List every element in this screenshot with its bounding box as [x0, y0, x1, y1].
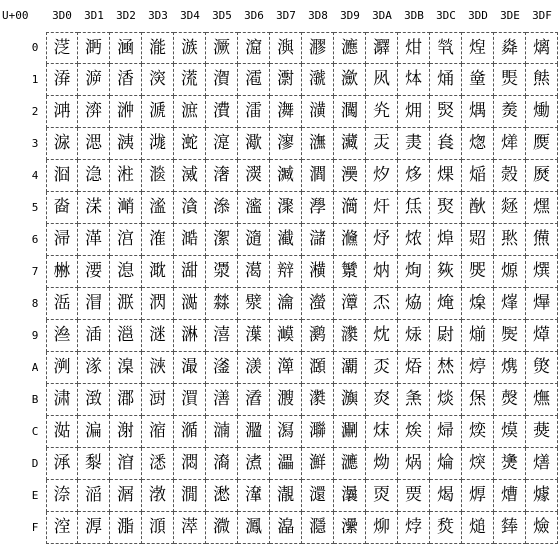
glyph-cell-u3ddc: 㷜	[462, 416, 494, 448]
glyph-cell-u3d1f: 㴟	[78, 512, 110, 544]
glyph-cell-u3d11: 㴑	[78, 64, 110, 96]
glyph-cell-u3daf: 㶯	[366, 512, 398, 544]
glyph-cell-u3d3f: 㴿	[142, 512, 174, 544]
glyph-cell-u3d3e: 㴾	[142, 480, 174, 512]
glyph-cell-u3d6a: 㵪	[238, 352, 270, 384]
column-header-3d4: 3D4	[180, 9, 200, 22]
glyph-cell-u3d26: 㴦	[110, 224, 142, 256]
glyph-cell-u3dba: 㶺	[398, 352, 430, 384]
glyph-cell-u3d08: 㴈	[46, 288, 78, 320]
glyph-cell-u3d20: 㴠	[110, 32, 142, 64]
glyph-cell-u3d4b: 㵋	[174, 384, 206, 416]
glyph-cell-u3dcf: 㷏	[430, 512, 462, 544]
glyph-cell-u3d18: 㴘	[78, 288, 110, 320]
glyph-cell-u3dbd: 㶽	[398, 448, 430, 480]
glyph-cell-u3db5: 㶵	[398, 192, 430, 224]
column-header-3dc: 3DC	[436, 9, 456, 22]
glyph-cell-u3dd2: 㷒	[462, 96, 494, 128]
glyph-cell-u3d8d: 㶍	[302, 448, 334, 480]
glyph-cell-u3d22: 㴢	[110, 96, 142, 128]
glyph-cell-u3de3: 㷣	[494, 128, 526, 160]
glyph-cell-u3d7d: 㵽	[270, 448, 302, 480]
glyph-cell-u3dae: 㶮	[366, 480, 398, 512]
glyph-cell-u3d9b: 㶛	[334, 384, 366, 416]
glyph-cell-u3d47: 㵇	[174, 256, 206, 288]
glyph-cell-u3dd3: 㷓	[462, 128, 494, 160]
glyph-cell-u3d9c: 㶜	[334, 416, 366, 448]
glyph-cell-u3de0: 㷠	[494, 32, 526, 64]
row-header-b: B	[31, 393, 39, 406]
glyph-cell-u3d09: 㴉	[46, 320, 78, 352]
glyph-cell-u3db7: 㶷	[398, 256, 430, 288]
glyph-cell-u3d13: 㴓	[78, 128, 110, 160]
row-header-9: 9	[31, 329, 39, 342]
glyph-cell-u3d4f: 㵏	[174, 512, 206, 544]
glyph-cell-u3d1d: 㴝	[78, 448, 110, 480]
glyph-cell-u3dd9: 㷙	[462, 320, 494, 352]
glyph-cell-u3d07: 㴇	[46, 256, 78, 288]
glyph-cell-u3d0c: 㴌	[46, 416, 78, 448]
glyph-cell-u3df1: 㷱	[526, 64, 558, 96]
glyph-cell-u3dd5: 㷕	[462, 192, 494, 224]
glyph-cell-u3d2b: 㴫	[110, 384, 142, 416]
glyph-cell-u3d8f: 㶏	[302, 512, 334, 544]
row-header-7: 7	[31, 265, 39, 278]
row-header-6: 6	[31, 233, 39, 246]
glyph-cell-u3d43: 㵃	[174, 128, 206, 160]
glyph-cell-u3d1e: 㴞	[78, 480, 110, 512]
glyph-cell-u3dde: 㷞	[462, 480, 494, 512]
glyph-cell-u3d63: 㵣	[238, 128, 270, 160]
glyph-cell-u3dc2: 㷂	[430, 96, 462, 128]
glyph-cell-u3dbc: 㶼	[398, 416, 430, 448]
column-header-3d2: 3D2	[116, 9, 136, 22]
glyph-cell-u3d2c: 㴬	[110, 416, 142, 448]
glyph-cell-u3d80: 㶀	[302, 32, 334, 64]
glyph-cell-u3de9: 㷩	[494, 320, 526, 352]
glyph-cell-u3d41: 㵁	[174, 64, 206, 96]
glyph-cell-u3d9a: 㶚	[334, 352, 366, 384]
row-header-e: E	[31, 489, 39, 502]
glyph-cell-u3d1c: 㴜	[78, 416, 110, 448]
glyph-cell-u3d75: 㵵	[270, 192, 302, 224]
glyph-cell-u3d45: 㵅	[174, 192, 206, 224]
glyph-cell-u3db3: 㶳	[398, 128, 430, 160]
glyph-cell-u3d4a: 㵊	[174, 352, 206, 384]
glyph-cell-u3dc8: 㷈	[430, 288, 462, 320]
glyph-cell-u3d01: 㴁	[46, 64, 78, 96]
glyph-cell-u3d9d: 㶝	[334, 448, 366, 480]
glyph-cell-u3d37: 㴷	[142, 256, 174, 288]
glyph-cell-u3ddf: 㷟	[462, 512, 494, 544]
glyph-cell-u3db6: 㶶	[398, 224, 430, 256]
glyph-cell-u3d88: 㶈	[302, 288, 334, 320]
glyph-cell-u3d83: 㶃	[302, 128, 334, 160]
glyph-cell-u3dac: 㶬	[366, 416, 398, 448]
glyph-cell-u3d3b: 㴻	[142, 384, 174, 416]
glyph-cell-u3d8e: 㶎	[302, 480, 334, 512]
glyph-cell-u3dcb: 㷋	[430, 384, 462, 416]
glyph-cell-u3dca: 㷊	[430, 352, 462, 384]
glyph-cell-u3d3d: 㴽	[142, 448, 174, 480]
glyph-cell-u3d76: 㵶	[270, 224, 302, 256]
glyph-cell-u3dd4: 㷔	[462, 160, 494, 192]
glyph-cell-u3da5: 㶥	[366, 192, 398, 224]
glyph-cell-u3df5: 㷵	[526, 192, 558, 224]
glyph-cell-u3d0f: 㴏	[46, 512, 78, 544]
glyph-cell-u3d7f: 㵿	[270, 512, 302, 544]
glyph-cell-u3db2: 㶲	[398, 96, 430, 128]
glyph-cell-u3d94: 㶔	[334, 160, 366, 192]
glyph-cell-u3d82: 㶂	[302, 96, 334, 128]
glyph-cell-u3de7: 㷧	[494, 256, 526, 288]
glyph-cell-u3d5e: 㵞	[206, 480, 238, 512]
glyph-cell-u3da2: 㶢	[366, 96, 398, 128]
glyph-cell-u3dd1: 㷑	[462, 64, 494, 96]
glyph-cell-u3d56: 㵖	[206, 224, 238, 256]
glyph-cell-u3d5b: 㵛	[206, 384, 238, 416]
glyph-cell-u3d1b: 㴛	[78, 384, 110, 416]
glyph-cell-u3d2d: 㴭	[110, 448, 142, 480]
glyph-cell-u3d5f: 㵟	[206, 512, 238, 544]
glyph-cell-u3d38: 㴸	[142, 288, 174, 320]
glyph-cell-u3d2e: 㴮	[110, 480, 142, 512]
glyph-cell-u3d8c: 㶌	[302, 416, 334, 448]
glyph-cell-u3de6: 㷦	[494, 224, 526, 256]
glyph-cell-u3d28: 㴨	[110, 288, 142, 320]
glyph-cell-u3d6e: 㵮	[238, 480, 270, 512]
glyph-cell-u3dd6: 㷖	[462, 224, 494, 256]
corner-label: U+00	[2, 9, 29, 22]
glyph-cell-u3de8: 㷨	[494, 288, 526, 320]
glyph-cell-u3d84: 㶄	[302, 160, 334, 192]
glyph-cell-u3d05: 㴅	[46, 192, 78, 224]
glyph-cell-u3db4: 㶴	[398, 160, 430, 192]
glyph-cell-u3d62: 㵢	[238, 96, 270, 128]
glyph-cell-u3d5d: 㵝	[206, 448, 238, 480]
glyph-cell-u3ddb: 㷛	[462, 384, 494, 416]
glyph-cell-u3df0: 㷰	[526, 32, 558, 64]
glyph-cell-u3d92: 㶒	[334, 96, 366, 128]
glyph-cell-u3d73: 㵳	[270, 128, 302, 160]
glyph-cell-u3d70: 㵰	[270, 32, 302, 64]
glyph-cell-u3df7: 㷷	[526, 256, 558, 288]
column-header-3d1: 3D1	[84, 9, 104, 22]
glyph-cell-u3d5a: 㵚	[206, 352, 238, 384]
glyph-cell-u3df2: 㷲	[526, 96, 558, 128]
glyph-cell-u3d5c: 㵜	[206, 416, 238, 448]
glyph-cell-u3d42: 㵂	[174, 96, 206, 128]
glyph-cell-u3d58: 㵘	[206, 288, 238, 320]
glyph-cell-u3d12: 㴒	[78, 96, 110, 128]
glyph-cell-u3da1: 㶡	[366, 64, 398, 96]
glyph-cell-u3df9: 㷹	[526, 320, 558, 352]
glyph-cell-u3d8a: 㶊	[302, 352, 334, 384]
glyph-cell-u3da8: 㶨	[366, 288, 398, 320]
glyph-cell-u3d02: 㴂	[46, 96, 78, 128]
glyph-cell-u3d98: 㶘	[334, 288, 366, 320]
glyph-cell-u3d97: 㶗	[334, 256, 366, 288]
glyph-cell-u3d67: 㵧	[238, 256, 270, 288]
glyph-cell-u3d17: 㴗	[78, 256, 110, 288]
glyph-cell-u3d53: 㵓	[206, 128, 238, 160]
glyph-cell-u3dc3: 㷃	[430, 128, 462, 160]
column-header-3d5: 3D5	[212, 9, 232, 22]
glyph-cell-u3df8: 㷸	[526, 288, 558, 320]
column-header-3d7: 3D7	[276, 9, 296, 22]
glyph-cell-u3d77: 㵷	[270, 256, 302, 288]
column-header-3db: 3DB	[404, 9, 424, 22]
glyph-cell-u3d14: 㴔	[78, 160, 110, 192]
glyph-cell-u3d34: 㴴	[142, 160, 174, 192]
glyph-cell-u3d06: 㴆	[46, 224, 78, 256]
glyph-cell-u3dc1: 㷁	[430, 64, 462, 96]
glyph-cell-u3dd0: 㷐	[462, 32, 494, 64]
glyph-cell-u3d46: 㵆	[174, 224, 206, 256]
glyph-cell-u3dbf: 㶿	[398, 512, 430, 544]
glyph-cell-u3dfe: 㷾	[526, 480, 558, 512]
glyph-cell-u3d95: 㶕	[334, 192, 366, 224]
glyph-cell-u3d04: 㴄	[46, 160, 78, 192]
glyph-cell-u3d91: 㶑	[334, 64, 366, 96]
glyph-cell-u3d4e: 㵎	[174, 480, 206, 512]
glyph-cell-u3dcc: 㷌	[430, 416, 462, 448]
glyph-cell-u3dbb: 㶻	[398, 384, 430, 416]
glyph-cell-u3d66: 㵦	[238, 224, 270, 256]
glyph-cell-u3d51: 㵑	[206, 64, 238, 96]
glyph-cell-u3d29: 㴩	[110, 320, 142, 352]
glyph-cell-u3d68: 㵨	[238, 288, 270, 320]
glyph-cell-u3db0: 㶰	[398, 32, 430, 64]
glyph-cell-u3db9: 㶹	[398, 320, 430, 352]
glyph-cell-u3df6: 㷶	[526, 224, 558, 256]
glyph-cell-u3d44: 㵄	[174, 160, 206, 192]
glyph-cell-u3dfa: 㷺	[526, 352, 558, 384]
glyph-cell-u3d4d: 㵍	[174, 448, 206, 480]
row-header-8: 8	[31, 297, 39, 310]
row-header-5: 5	[31, 201, 39, 214]
glyph-cell-u3df4: 㷴	[526, 160, 558, 192]
glyph-cell-u3d57: 㵗	[206, 256, 238, 288]
glyph-cell-u3d36: 㴶	[142, 224, 174, 256]
glyph-cell-u3d72: 㵲	[270, 96, 302, 128]
glyph-cell-u3d00: 㴀	[46, 32, 78, 64]
glyph-cell-u3d49: 㵉	[174, 320, 206, 352]
glyph-cell-u3d0e: 㴎	[46, 480, 78, 512]
column-header-3d8: 3D8	[308, 9, 328, 22]
glyph-cell-u3d4c: 㵌	[174, 416, 206, 448]
glyph-cell-u3de5: 㷥	[494, 192, 526, 224]
glyph-cell-u3d24: 㴤	[110, 160, 142, 192]
glyph-cell-u3d71: 㵱	[270, 64, 302, 96]
glyph-cell-u3d79: 㵹	[270, 320, 302, 352]
glyph-cell-u3da7: 㶧	[366, 256, 398, 288]
glyph-cell-u3da4: 㶤	[366, 160, 398, 192]
glyph-cell-u3d30: 㴰	[142, 32, 174, 64]
glyph-cell-u3d86: 㶆	[302, 224, 334, 256]
row-header-0: 0	[31, 41, 39, 54]
column-header-3df: 3DF	[532, 9, 552, 22]
glyph-cell-u3d1a: 㴚	[78, 352, 110, 384]
glyph-cell-u3d87: 㶇	[302, 256, 334, 288]
glyph-cell-u3dfd: 㷽	[526, 448, 558, 480]
glyph-cell-u3d33: 㴳	[142, 128, 174, 160]
glyph-cell-u3d99: 㶙	[334, 320, 366, 352]
glyph-cell-u3dd8: 㷘	[462, 288, 494, 320]
glyph-cell-u3d7a: 㵺	[270, 352, 302, 384]
column-header-3d3: 3D3	[148, 9, 168, 22]
glyph-cell-u3dab: 㶫	[366, 384, 398, 416]
glyph-cell-u3db8: 㶸	[398, 288, 430, 320]
column-header-3d6: 3D6	[244, 9, 264, 22]
glyph-cell-u3d54: 㵔	[206, 160, 238, 192]
glyph-cell-u3d31: 㴱	[142, 64, 174, 96]
glyph-cell-u3dc7: 㷇	[430, 256, 462, 288]
glyph-cell-u3dea: 㷪	[494, 352, 526, 384]
glyph-cell-u3d25: 㴥	[110, 192, 142, 224]
row-header-d: D	[31, 457, 39, 470]
glyph-cell-u3dd7: 㷗	[462, 256, 494, 288]
glyph-cell-u3d32: 㴲	[142, 96, 174, 128]
glyph-cell-u3def: 㷯	[494, 512, 526, 544]
glyph-cell-u3d23: 㴣	[110, 128, 142, 160]
glyph-cell-u3d81: 㶁	[302, 64, 334, 96]
glyph-cell-u3df3: 㷳	[526, 128, 558, 160]
glyph-cell-u3d3a: 㴺	[142, 352, 174, 384]
glyph-cell-u3d78: 㵸	[270, 288, 302, 320]
glyph-cell-u3d50: 㵐	[206, 32, 238, 64]
row-header-f: F	[31, 521, 39, 534]
glyph-cell-u3d61: 㵡	[238, 64, 270, 96]
row-header-a: A	[31, 361, 39, 374]
glyph-cell-u3d15: 㴕	[78, 192, 110, 224]
glyph-cell-u3d96: 㶖	[334, 224, 366, 256]
glyph-cell-u3de4: 㷤	[494, 160, 526, 192]
glyph-cell-u3ded: 㷭	[494, 448, 526, 480]
glyph-cell-u3d0b: 㴋	[46, 384, 78, 416]
glyph-cell-u3d6c: 㵬	[238, 416, 270, 448]
glyph-cell-u3deb: 㷫	[494, 384, 526, 416]
glyph-cell-u3d52: 㵒	[206, 96, 238, 128]
glyph-cell-u3d89: 㶉	[302, 320, 334, 352]
glyph-cell-u3d48: 㵈	[174, 288, 206, 320]
glyph-cell-u3d16: 㴖	[78, 224, 110, 256]
glyph-cell-u3d69: 㵩	[238, 320, 270, 352]
glyph-cell-u3d19: 㴙	[78, 320, 110, 352]
glyph-cell-u3d85: 㶅	[302, 192, 334, 224]
glyph-cell-u3d9f: 㶟	[334, 512, 366, 544]
glyph-cell-u3d6d: 㵭	[238, 448, 270, 480]
glyph-cell-u3d6b: 㵫	[238, 384, 270, 416]
glyph-cell-u3dc6: 㷆	[430, 224, 462, 256]
glyph-cell-u3d7e: 㵾	[270, 480, 302, 512]
glyph-cell-u3d9e: 㶞	[334, 480, 366, 512]
glyph-cell-u3d55: 㵕	[206, 192, 238, 224]
glyph-cell-u3dfc: 㷼	[526, 416, 558, 448]
row-header-1: 1	[31, 73, 39, 86]
glyph-cell-u3dfb: 㷻	[526, 384, 558, 416]
glyph-cell-u3d60: 㵠	[238, 32, 270, 64]
glyph-cell-u3dda: 㷚	[462, 352, 494, 384]
glyph-cell-u3dee: 㷮	[494, 480, 526, 512]
column-header-3d9: 3D9	[340, 9, 360, 22]
glyph-cell-u3dcd: 㷍	[430, 448, 462, 480]
glyph-cell-u3d10: 㴐	[78, 32, 110, 64]
glyph-cell-u3dec: 㷬	[494, 416, 526, 448]
glyph-cell-u3dad: 㶭	[366, 448, 398, 480]
glyph-cell-u3dc0: 㷀	[430, 32, 462, 64]
glyph-cell-u3de2: 㷢	[494, 96, 526, 128]
glyph-cell-u3dc9: 㷉	[430, 320, 462, 352]
glyph-cell-u3d03: 㴃	[46, 128, 78, 160]
glyph-cell-u3da9: 㶩	[366, 320, 398, 352]
row-header-c: C	[31, 425, 39, 438]
column-header-3dd: 3DD	[468, 9, 488, 22]
glyph-cell-u3d2f: 㴯	[110, 512, 142, 544]
glyph-cell-u3ddd: 㷝	[462, 448, 494, 480]
glyph-cell-u3dff: 㷿	[526, 512, 558, 544]
glyph-cell-u3da0: 㶠	[366, 32, 398, 64]
glyph-cell-u3d0a: 㴊	[46, 352, 78, 384]
glyph-cell-u3d27: 㴧	[110, 256, 142, 288]
glyph-cell-u3d3c: 㴼	[142, 416, 174, 448]
glyph-cell-u3d65: 㵥	[238, 192, 270, 224]
glyph-cell-u3d0d: 㴍	[46, 448, 78, 480]
column-header-3d0: 3D0	[52, 9, 72, 22]
glyph-cell-u3d74: 㵴	[270, 160, 302, 192]
glyph-cell-u3daa: 㶪	[366, 352, 398, 384]
glyph-cell-u3d7b: 㵻	[270, 384, 302, 416]
glyph-cell-u3d6f: 㵯	[238, 512, 270, 544]
glyph-cell-u3dce: 㷎	[430, 480, 462, 512]
glyph-cell-u3da3: 㶣	[366, 128, 398, 160]
column-header-3da: 3DA	[372, 9, 392, 22]
glyph-cell-u3de1: 㷡	[494, 64, 526, 96]
glyph-cell-u3d90: 㶐	[334, 32, 366, 64]
column-header-3de: 3DE	[500, 9, 520, 22]
glyph-cell-u3db1: 㶱	[398, 64, 430, 96]
glyph-cell-u3d21: 㴡	[110, 64, 142, 96]
glyph-cell-u3d93: 㶓	[334, 128, 366, 160]
glyph-cell-u3dbe: 㶾	[398, 480, 430, 512]
row-header-3: 3	[31, 137, 39, 150]
glyph-cell-u3d8b: 㶋	[302, 384, 334, 416]
glyph-cell-u3d35: 㴵	[142, 192, 174, 224]
row-header-4: 4	[31, 169, 39, 182]
row-header-2: 2	[31, 105, 39, 118]
glyph-cell-u3d7c: 㵼	[270, 416, 302, 448]
glyph-cell-u3d64: 㵤	[238, 160, 270, 192]
glyph-cell-u3d2a: 㴪	[110, 352, 142, 384]
glyph-cell-u3d39: 㴹	[142, 320, 174, 352]
glyph-cell-u3da6: 㶦	[366, 224, 398, 256]
glyph-cell-u3d40: 㵀	[174, 32, 206, 64]
glyph-cell-u3dc4: 㷄	[430, 160, 462, 192]
glyph-cell-u3d59: 㵙	[206, 320, 238, 352]
glyph-cell-u3dc5: 㷅	[430, 192, 462, 224]
